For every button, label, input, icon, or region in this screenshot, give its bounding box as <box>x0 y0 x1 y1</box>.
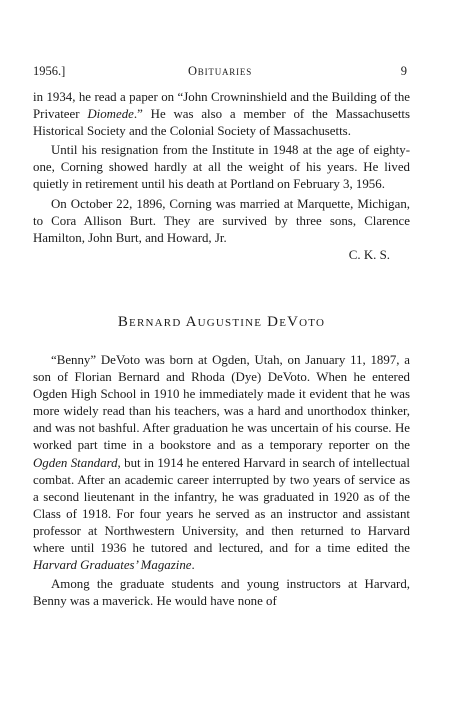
paragraph-text: “Benny” DeVoto was born at Ogden, Utah, on January 11, 1897, a son of Florian Bernard and Rhoda (Dye) DeVoto. When he entered Ogden High School in 1910 he immediately made it evident that he was more widely read than his teachers, was a hard and unorthodox thinker, and was not bashful. After graduation he was uncertain of his course. He worked part time in a bookstore and as a temporary reporter on the <box>33 352 410 453</box>
section-title: Bernard Augustine DeVoto <box>117 313 326 330</box>
page-number: 9 <box>400 64 407 78</box>
paragraph-marriage: On October 22, 1896, Corning was married at Marquette, Michigan, to Cora Allison Burt. They are survived by three sons, Clarence Hamilton, John Burt, and Howard, Jr. <box>33 196 410 245</box>
paragraph-text: . <box>191 558 195 573</box>
page-body <box>33 89 410 610</box>
paragraph-devoto-bio <box>33 352 410 574</box>
magazine-name: Harvard Graduates’ Magazine <box>33 558 192 573</box>
paragraph-text: .” He was also a member of the Massachusetts Historical Society and the Colonial Society of Massachusetts. <box>33 107 411 139</box>
author-initials: C. K. S. <box>348 247 390 262</box>
paragraph-text: , but in 1914 he entered Harvard in search of intellectual combat. After an academic career interrupted by two years of service as a second lieutenant in the infantry, he was graduated in 1920 as of the Class of 1918. For four years he served as an instructor and assistant professor at Northwestern University, and then returned to Harvard where until 1936 he tutored and lectured, and for a time edited the <box>33 455 410 555</box>
header-title: Obituaries <box>187 64 253 78</box>
ship-name: Diomede <box>87 107 134 122</box>
paragraph-crowninshield <box>33 89 410 140</box>
paragraph-maverick: Among the graduate students and young instructors at Harvard, Benny was a maverick. He would have none of <box>33 577 410 609</box>
paragraph-retirement: Until his resignation from the Institute in 1948 at the age of eighty-one, Corning showed hardly at all the weight of his years. He lived quietly in retirement until his death at Portland on February 3, 1956. <box>33 143 410 192</box>
running-head <box>33 64 407 82</box>
header-year: 1956.] <box>33 64 66 78</box>
paragraph-text: in 1934, he read a paper on “John Crowninshield and the Building of the Privateer <box>33 90 410 122</box>
newspaper-name: Ogden Standard <box>33 455 118 470</box>
